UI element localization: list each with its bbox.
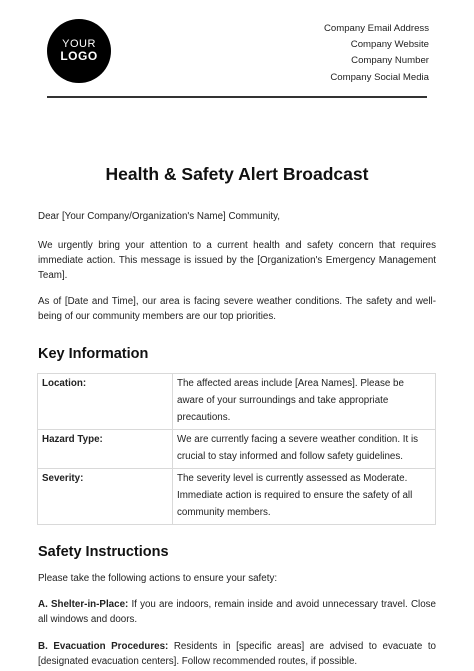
table-row xyxy=(38,374,436,430)
logo-text-line2: LOGO xyxy=(60,49,98,64)
greeting: Dear [Your Company/Organization's Name] Community, xyxy=(38,211,280,222)
logo-text-line1: YOUR xyxy=(62,37,96,50)
row-label-location: Location: xyxy=(38,374,173,430)
company-number: Company Number xyxy=(351,55,429,67)
row-value-location: The affected areas include [Area Names]. Please be aware of your surroundings and take appropriate precautions. xyxy=(173,374,436,430)
company-email: Company Email Address xyxy=(323,23,429,34)
table-row xyxy=(38,430,436,469)
instruction-text: Residents in [specific areas] are advised to evacuate to [designated evacuation centers]. Follow recommended routes, if possible. xyxy=(38,641,436,667)
key-information-table xyxy=(37,373,436,525)
company-social-media: Company Social Media xyxy=(330,71,429,83)
header-divider xyxy=(47,96,427,98)
intro-paragraph: We urgently bring your attention to a current health and safety concern that requires immediate action. This message is issued by the [Organization's Emergency Management Team]. xyxy=(38,240,436,281)
instruction-shelter-in-place xyxy=(38,598,436,628)
table-row xyxy=(38,469,436,525)
instruction-text: If you are indoors, remain inside and avoid unnecessary travel. Close all windows and doors. xyxy=(38,599,436,625)
situation-paragraph: As of [Date and Time], our area is facing severe weather conditions. The safety and well-being of our community members are our top priorities. xyxy=(38,296,436,322)
company-logo xyxy=(47,19,111,83)
safety-instructions-heading: Safety Instructions xyxy=(38,544,169,560)
company-website: Company Website xyxy=(350,39,429,51)
row-value-severity: The severity level is currently assessed as Moderate. Immediate action is required to ensure the safety of all community members. xyxy=(173,469,436,525)
company-contact-block xyxy=(324,21,429,86)
instruction-label: B. Evacuation Procedures: xyxy=(38,641,169,652)
safety-lead: Please take the following actions to ensure your safety: xyxy=(38,573,278,584)
instruction-evacuation xyxy=(38,640,436,670)
document-title: Health & Safety Alert Broadcast xyxy=(105,164,369,184)
row-label-hazard-type: Hazard Type: xyxy=(38,430,173,469)
instruction-label: A. Shelter-in-Place: xyxy=(38,599,129,610)
row-label-severity: Severity: xyxy=(38,469,173,525)
key-information-heading: Key Information xyxy=(38,346,149,362)
row-value-hazard-type: We are currently facing a severe weather condition. It is crucial to stay informed and follow safety guidelines. xyxy=(173,430,436,469)
